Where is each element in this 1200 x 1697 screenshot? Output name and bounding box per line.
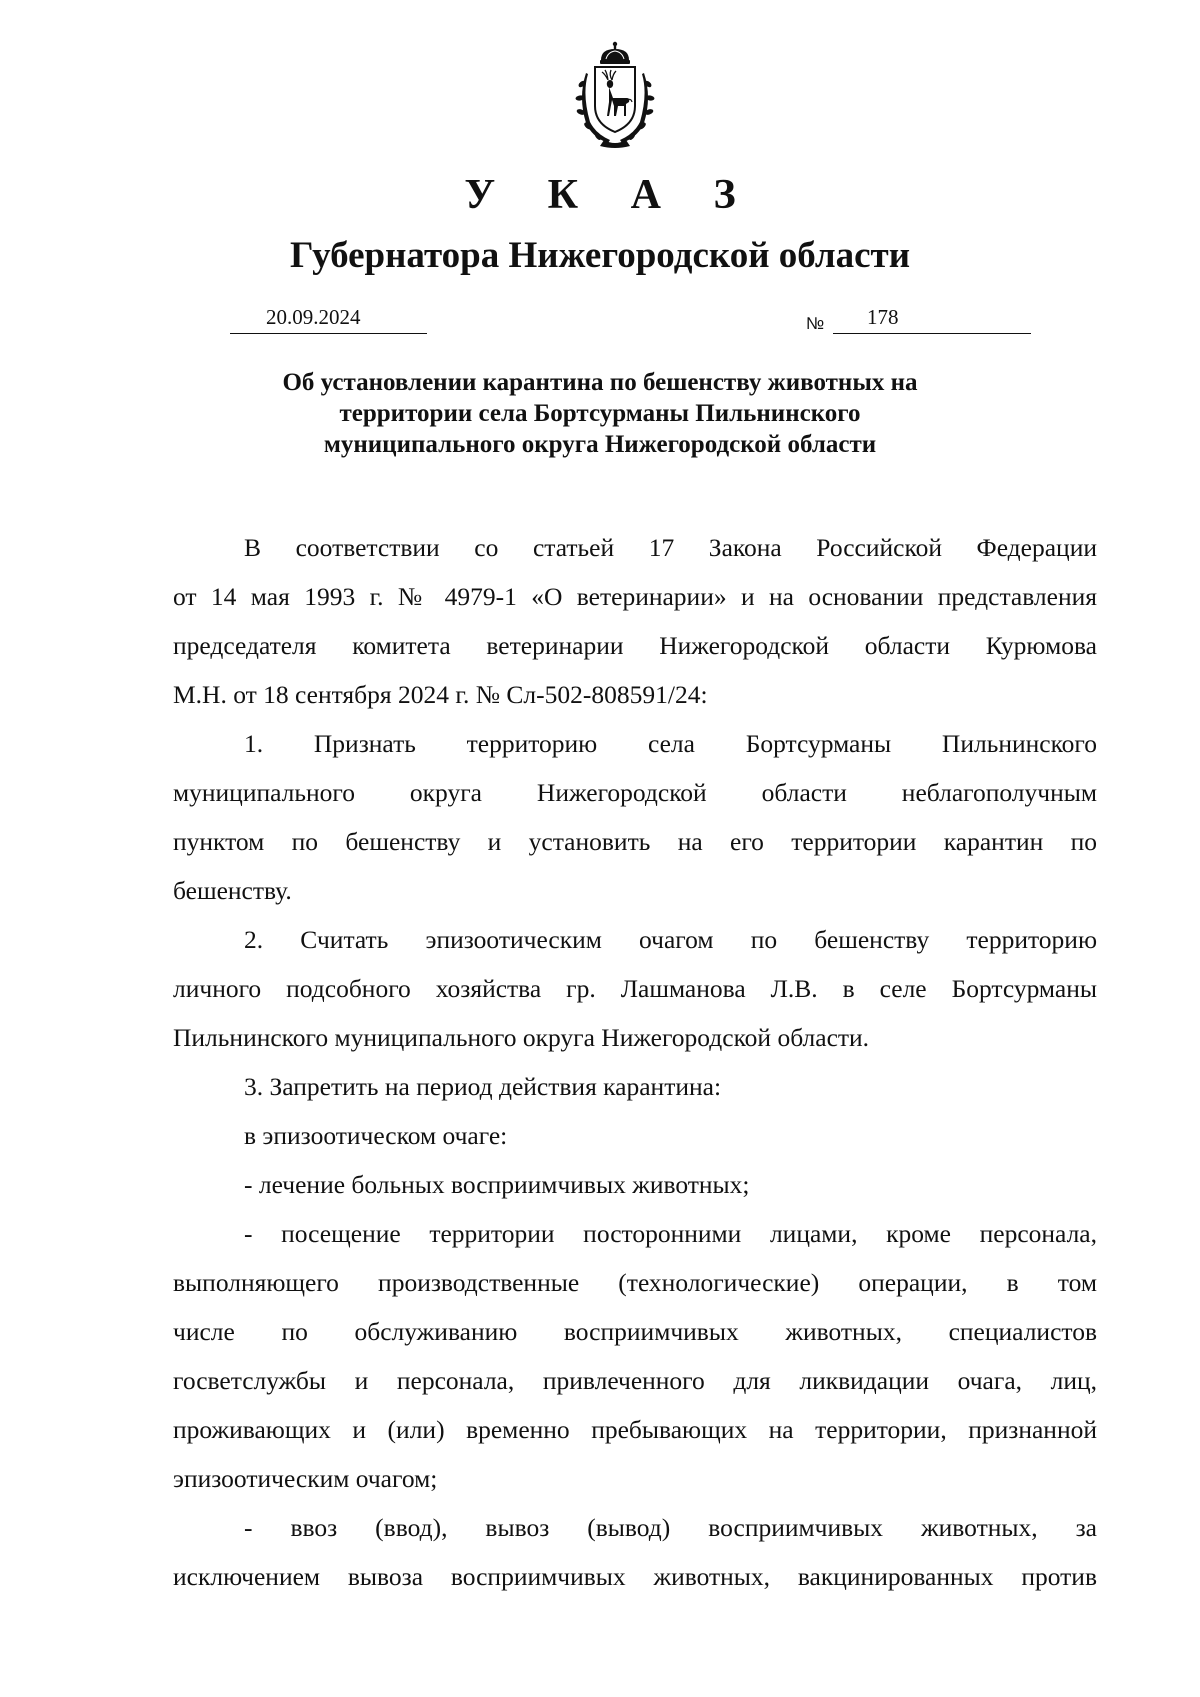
prohibition-item: - посещение территории посторонними лицами, кроме персонала,: [244, 1219, 1097, 1248]
prohibition-item-line: исключением вывоза восприимчивых животных, вакцинированных против: [173, 1562, 1097, 1591]
item-1-line: пунктом по бешенству и установить на его территории карантин по: [173, 827, 1097, 856]
item-3-subheading: в эпизоотическом очаге:: [244, 1121, 508, 1150]
prohibition-item-line: проживающих и (или) временно пребывающих на территории, признанной: [173, 1415, 1097, 1444]
preamble-line: М.Н. от 18 сентября 2024 г. № Сл-502-808591/24:: [173, 680, 708, 709]
item-2-line: 2. Считать эпизоотическим очагом по бешенству территорию: [244, 925, 1097, 954]
item-2-line: личного подсобного хозяйства гр. Лашманова Л.В. в селе Бортсурманы: [173, 974, 1097, 1003]
item-3-line: 3. Запретить на период действия карантина:: [244, 1072, 722, 1101]
item-2-line: Пильнинского муниципального округа Нижегородской области.: [173, 1023, 870, 1052]
prohibition-item-line: выполняющего производственные (технологические) операции, в том: [173, 1268, 1097, 1297]
document-body: [173, 523, 1097, 1601]
subject-line: муниципального округа Нижегородской области: [323, 431, 877, 458]
prohibition-item-line: числе по обслуживанию восприимчивых животных, специалистов: [173, 1317, 1097, 1346]
prohibition-item-line: госветслужбы и персонала, привлеченного для ликвидации очага, лиц,: [173, 1366, 1097, 1395]
preamble-line: председателя комитета ветеринарии Нижегородской области Курюмова: [173, 631, 1097, 660]
document-type-title: У К А З: [464, 172, 757, 218]
document-number: 178: [867, 305, 899, 329]
number-sign: №: [806, 314, 825, 333]
preamble-line: от 14 мая 1993 г. № 4979-1 «О ветеринарии» и на основании представления: [173, 582, 1097, 611]
date-field: [230, 303, 427, 334]
subject-line: территории села Бортсурманы Пильнинского: [339, 400, 861, 427]
prohibition-item-line: эпизоотическим очагом;: [173, 1464, 438, 1493]
issuer-title: Губернатора Нижегородской области: [289, 235, 911, 276]
subject-line: Об установлении карантина по бешенству животных на: [282, 369, 918, 396]
prohibition-item: - ввоз (ввод), вывоз (вывод) восприимчивых животных, за: [244, 1513, 1097, 1542]
document-date: 20.09.2024: [266, 305, 361, 329]
item-1-line: муниципального округа Нижегородской области неблагополучным: [173, 778, 1097, 807]
preamble-line: В соответствии со статьей 17 Закона Российской Федерации: [244, 533, 1097, 562]
document-subject: [180, 367, 1020, 460]
number-field: [833, 303, 1031, 334]
coat-of-arms-emblem: [568, 40, 662, 148]
prohibition-item: - лечение больных восприимчивых животных;: [244, 1170, 750, 1199]
item-1-line: бешенству.: [173, 876, 292, 905]
item-1-line: 1. Признать территорию села Бортсурманы Пильнинского: [244, 729, 1097, 758]
